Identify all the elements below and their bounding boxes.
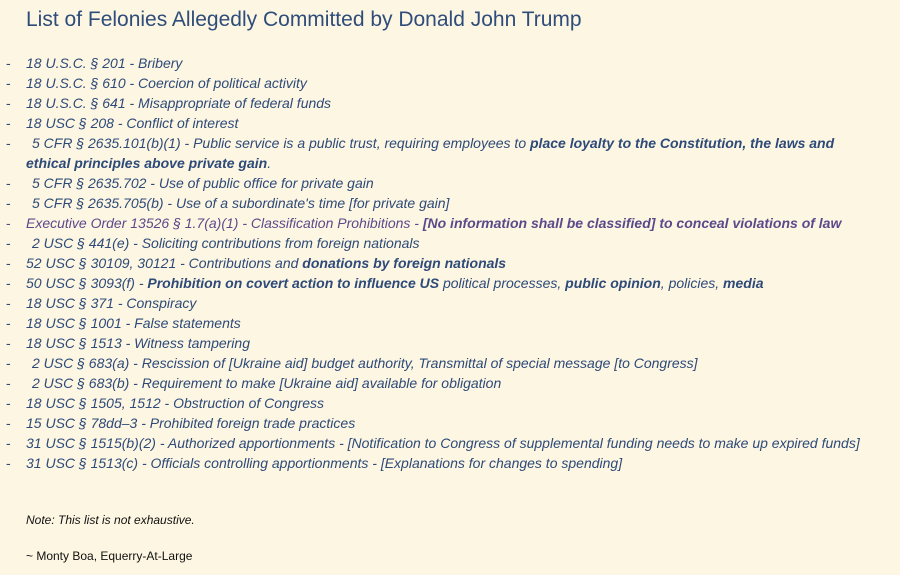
bullet-dash: - — [6, 235, 11, 251]
item-text — [26, 215, 841, 231]
list-item — [0, 413, 900, 433]
bullet-dash: - — [6, 175, 11, 191]
list-item — [0, 373, 900, 393]
item-text: 18 U.S.C. § 641 - Misappropriate of federal funds — [26, 95, 332, 111]
item-text-part: Executive Order 13526 § 1.7(a)(1) - Classification Prohibitions - — [26, 215, 423, 231]
item-text-part: political processes, — [439, 275, 566, 291]
bullet-dash: - — [6, 375, 11, 391]
item-emphasis: donations by foreign nationals — [302, 255, 507, 271]
page-title: List of Felonies Allegedly Committed by Donald John Trump — [26, 8, 582, 31]
item-text-part: 50 USC § 3093(f) - — [26, 275, 148, 291]
list-item — [0, 393, 900, 413]
item-text-part: . — [267, 155, 272, 171]
list-item — [0, 313, 900, 333]
item-text: 18 USC § 208 - Conflict of interest — [26, 115, 239, 131]
list-item — [0, 53, 900, 73]
bullet-dash: - — [6, 315, 11, 331]
bullet-dash: - — [6, 295, 11, 311]
bullet-dash: - — [6, 395, 11, 411]
list-item — [0, 133, 876, 173]
list-item — [0, 233, 900, 253]
bullet-dash: - — [6, 455, 11, 471]
list-item — [0, 293, 900, 313]
item-emphasis: public opinion — [565, 275, 661, 291]
item-text: 5 CFR § 2635.705(b) - Use of a subordinate's time [for private gain] — [32, 195, 450, 211]
footnote: Note: This list is not exhaustive. — [26, 513, 195, 527]
list-item — [0, 433, 876, 453]
item-text: 18 USC § 1513 - Witness tampering — [26, 335, 250, 351]
item-text — [26, 275, 764, 291]
list-item — [0, 213, 900, 233]
felony-list — [0, 53, 900, 473]
item-text: 2 USC § 683(b) - Requirement to make [Ukraine aid] available for obligation — [32, 375, 502, 391]
list-item — [0, 173, 900, 193]
list-item — [0, 193, 900, 213]
item-emphasis: place loyalty to the Constitution, the laws and ethical principles above private gain — [26, 135, 835, 171]
item-text-part: 5 CFR § 2635.101(b)(1) - Public service is a public trust, requiring employees to — [32, 135, 530, 151]
bullet-dash: - — [6, 115, 11, 131]
item-text: 18 USC § 1505, 1512 - Obstruction of Congress — [26, 395, 325, 411]
bullet-dash: - — [6, 75, 11, 91]
list-item — [0, 93, 900, 113]
item-text: 15 USC § 78dd–3 - Prohibited foreign trade practices — [26, 415, 356, 431]
list-item — [0, 333, 900, 353]
item-emphasis: media — [723, 275, 764, 291]
list-item — [0, 73, 900, 93]
item-text: 2 USC § 441(e) - Soliciting contributions from foreign nationals — [32, 235, 420, 251]
bullet-dash: - — [6, 195, 11, 211]
item-text: 18 U.S.C. § 201 - Bribery — [26, 55, 183, 71]
item-text: 18 USC § 371 - Conspiracy — [26, 295, 197, 311]
item-text — [26, 255, 506, 271]
bullet-dash: - — [6, 135, 11, 151]
item-text: 5 CFR § 2635.702 - Use of public office for private gain — [32, 175, 374, 191]
item-emphasis: Prohibition on covert action to influence US — [147, 275, 440, 291]
list-item — [0, 113, 900, 133]
item-text: 18 U.S.C. § 610 - Coercion of political activity — [26, 75, 307, 91]
item-text — [26, 135, 834, 171]
item-text: 31 USC § 1515(b)(2) - Authorized apportionments - [Notification to Congress of supplemental funding needs to make up expired funds] — [26, 435, 860, 451]
bullet-dash: - — [6, 275, 11, 291]
item-text-part: 52 USC § 30109, 30121 - Contributions and — [26, 255, 303, 271]
bullet-dash: - — [6, 215, 11, 231]
bullet-dash: - — [6, 335, 11, 351]
bullet-dash: - — [6, 355, 11, 371]
list-item — [0, 273, 900, 293]
item-text-part: , policies, — [660, 275, 724, 291]
item-text: 2 USC § 683(a) - Rescission of [Ukraine aid] budget authority, Transmittal of special message [to Congress] — [32, 355, 698, 371]
list-item — [0, 253, 900, 273]
signature: ~ Monty Boa, Equerry-At-Large — [26, 549, 193, 563]
list-item — [0, 453, 900, 473]
bullet-dash: - — [6, 435, 11, 451]
bullet-dash: - — [6, 415, 11, 431]
item-text: 31 USC § 1513(c) - Officials controlling apportionments - [Explanations for changes to spending] — [26, 455, 623, 471]
item-emphasis: [No information shall be classified] to conceal violations of law — [422, 215, 842, 231]
list-item — [0, 353, 900, 373]
bullet-dash: - — [6, 95, 11, 111]
bullet-dash: - — [6, 255, 11, 271]
item-text: 18 USC § 1001 - False statements — [26, 315, 241, 331]
bullet-dash: - — [6, 55, 11, 71]
